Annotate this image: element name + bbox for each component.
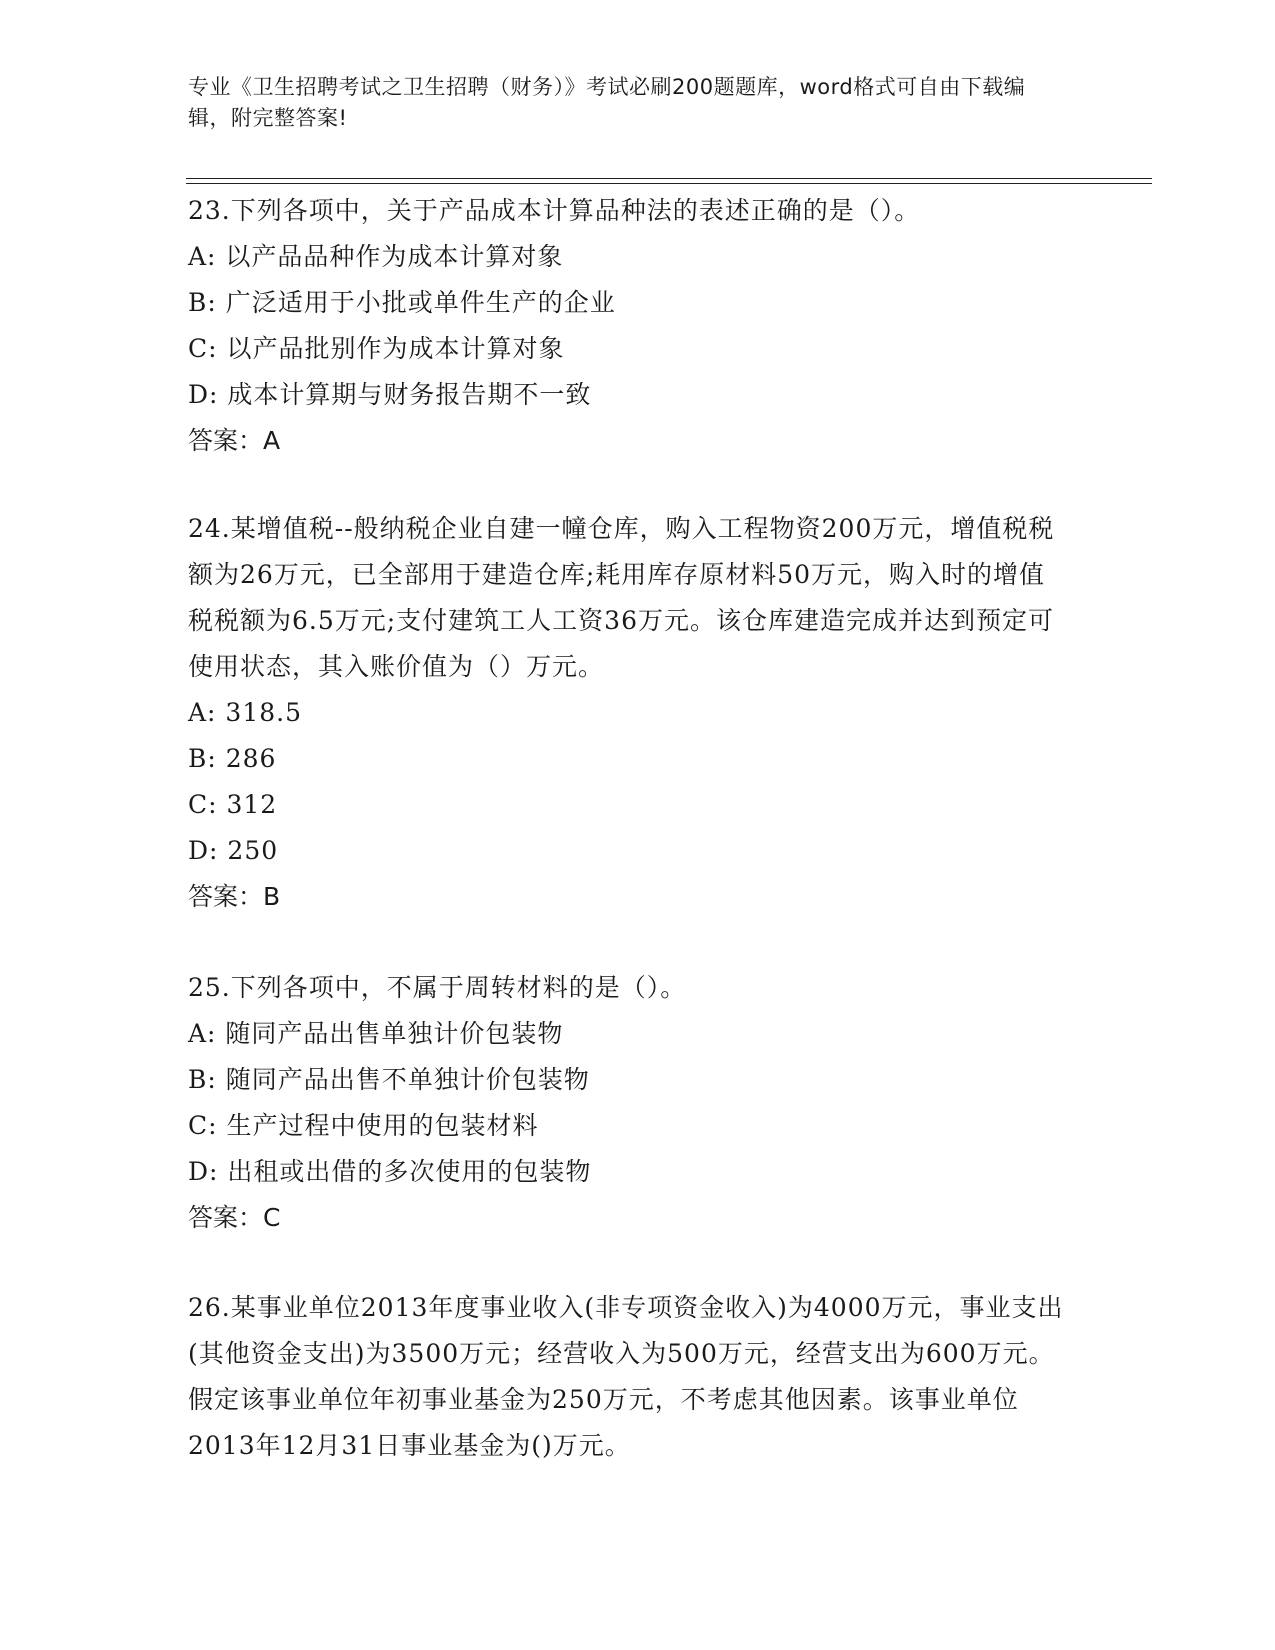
answer: 答案：C [188, 1203, 281, 1232]
option-d: D: 成本计算期与财务报告期不一致 [188, 380, 592, 409]
answer: 答案：A [188, 426, 281, 455]
header-divider-double [186, 183, 1152, 184]
option-c: C: 生产过程中使用的包装材料 [188, 1111, 539, 1140]
question-stem: 24.某增值税--般纳税企业自建一幢仓库，购入工程物资200万元，增值税税额为26万元，已全部用于建造仓库;耗用库存原材料50万元，购入时的增值税税额为6.5万元;支付建筑工人工资36万元。该仓库建造完成并达到预定可使用状态，其入账价值为（）万元。 [188, 514, 1055, 681]
option-a: A: 以产品品种作为成本计算对象 [188, 242, 564, 271]
option-a: A: 随同产品出售单独计价包装物 [188, 1019, 564, 1048]
document-header: 专业《卫生招聘考试之卫生招聘（财务）》考试必刷200题题库，word格式可自由下载编辑，附完整答案! [188, 75, 1026, 130]
option-c: C: 312 [188, 790, 278, 819]
question-stem: 23.下列各项中，关于产品成本计算品种法的表述正确的是（）。 [188, 196, 921, 225]
option-b: B: 广泛适用于小批或单件生产的企业 [188, 288, 616, 317]
question-26 [188, 1285, 1068, 1469]
option-a: A: 318.5 [188, 698, 302, 727]
option-c: C: 以产品批别作为成本计算对象 [188, 334, 565, 363]
answer: 答案：B [188, 882, 281, 911]
question-24 [188, 506, 1068, 920]
option-d: D: 出租或出借的多次使用的包装物 [188, 1157, 592, 1186]
option-b: B: 随同产品出售不单独计价包装物 [188, 1065, 590, 1094]
option-b: B: 286 [188, 744, 277, 773]
question-23 [188, 188, 1068, 464]
question-stem: 26.某事业单位2013年度事业收入(非专项资金收入)为4000万元，事业支出(其他资金支出)为3500万元；经营收入为500万元，经营支出为600万元。假定该事业单位年初事业基金为250万元，不考虑其他因素。该事业单位2013年12月31日事业基金为()万元。 [188, 1293, 1064, 1460]
option-d: D: 250 [188, 836, 279, 865]
question-stem: 25.下列各项中，不属于周转材料的是（）。 [188, 973, 687, 1002]
header-divider [186, 178, 1152, 179]
question-25 [188, 965, 1068, 1241]
